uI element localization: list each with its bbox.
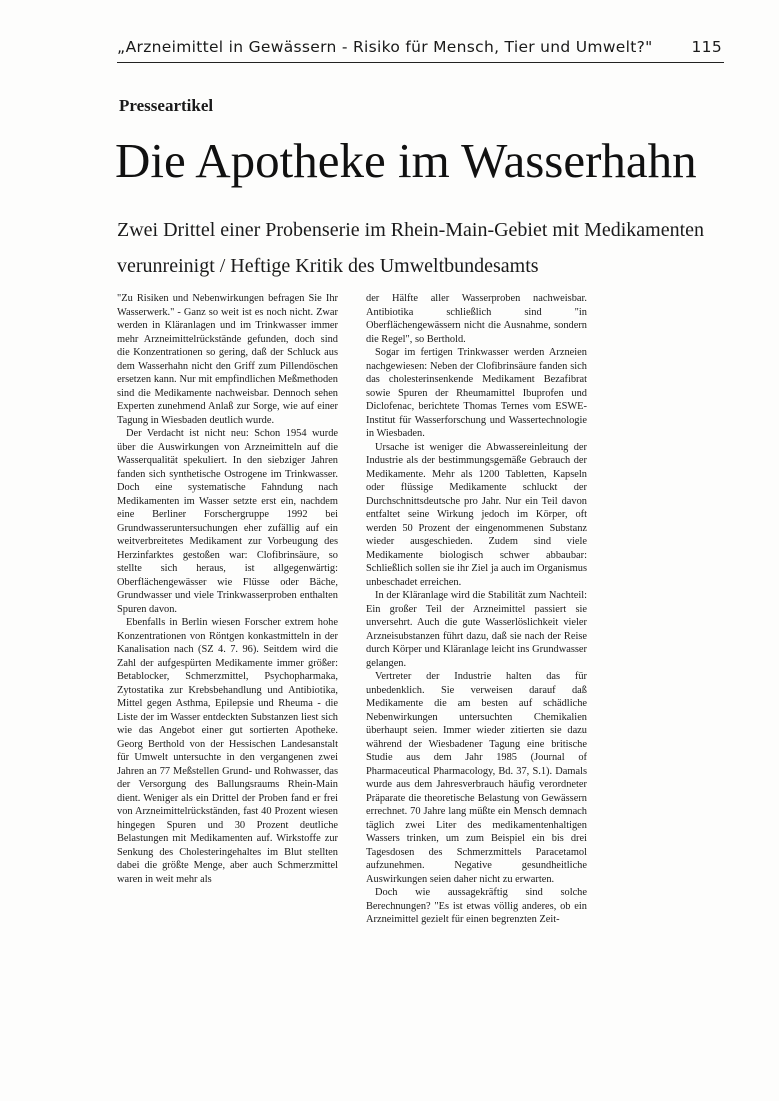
running-title: „Arzneimittel in Gewässern - Risiko für Mensch, Tier und Umwelt?" bbox=[117, 38, 653, 56]
article-column-right bbox=[366, 292, 587, 927]
section-label: Presseartikel bbox=[119, 96, 214, 115]
paragraph: In der Kläranlage wird die Stabilität zum Nachteil: Ein großer Teil der Arzneimittel passiert sie unversehrt. Auch die gute Wasserlöslichkeit vieler Arzneisubstanzen führt dazu, daß sie nach der Reise durch Körper und Kläranlage leicht ins Grundwasser gelangen. bbox=[366, 590, 587, 669]
paragraph: Der Verdacht ist nicht neu: Schon 1954 wurde über die Auswirkungen von Arzneimitteln auf die Wasserqualität spekuliert. In den siebziger Jahren fanden sich synthetische Ostrogene im Trinkwasser. Doch eine systematische Fahndung nach Medikamenten im Wasser setzte erst ein, nachdem eine Berliner Forschergruppe 1992 bei Grundwasseruntersuchungen eher zufällig auf ein weitverbreitetes Medikament zur Vorbeugung des Herzinfarktes gestoßen war: Clofibrinsäure, so stellte sich heraus, ist allgegenwärtig: Oberflächengewässer wie Flüsse oder Bäche, Grundwasser und viele Trinkwasserproben enthalten Spuren davon. bbox=[117, 428, 338, 615]
page-number: 115 bbox=[691, 38, 722, 56]
paragraph: "Zu Risiken und Nebenwirkungen befragen Sie Ihr Wasserwerk." - Ganz so weit ist es noch nicht. Zwar werden in Kläranlagen und im Trinkwasser immer mehr Arzneimittelrückstände gefunden, doch sind die Konzentrationen so gering, daß der Schluck aus dem Wasserhahn nicht den Griff zum Pillendöschen ersetzen kann. Nur mit empfindlichen Meßmethoden sind die Medikamente nachweisbar. Dennoch sehen Experten zunehmend Anlaß zur Sorge, wie auf einer Tagung in Wiesbaden deutlich wurde. bbox=[117, 293, 338, 426]
paragraph: Vertreter der Industrie halten das für unbedenklich. Sie verweisen darauf daß Medikamente die am besten auf schädliche Nebenwirkungen untersuchten Chemikalien überhaupt seien. Immer wieder zitierten sie dazu während der Wiesbadener Tagung eine britische Studie aus dem Jahr 1985 (Journal of Pharmaceutical Pharmacology, Bd. 37, S.1). Damals wurde aus dem Jahresverbrauch häufig verordneter Präparate die theoretische Belastung von Gewässern errechnet. 70 Jahre lang müßte ein Mensch demnach täglich zwei Liter des medikamentenhaltigen Wassers trinken, um zum Beispiel ein bis drei Tagesdosen des Schmerzmittels Paracetamol aufzunehmen. Negative gesundheitliche Auswirkungen seien daher nicht zu erwarten. bbox=[366, 671, 587, 885]
article-headline: Die Apotheke im Wasserhahn bbox=[115, 133, 697, 188]
paragraph: Ebenfalls in Berlin wiesen Forscher extrem hohe Konzentrationen von Röntgen konkastmitteln in der Kanalisation nach (SZ 4. 7. 96). Seitdem wird die Zahl der aufgespürten Medikamente immer größer: Betablocker, Schmerzmittel, Psychopharmaka, Zytostatika zur Krebsbehandlung und Antibiotika, Mittel gegen Asthma, Epilepsie und Rheuma - die Liste der im Wasser entdeckten Substanzen liest sich wie das Angebot einer gut sortierten Apotheke. Georg Berthold von der Hessischen Landesanstalt für Umwelt untersuchte in den vergangenen zwei Jahren an 77 Meßstellen Grund- und Rohwasser, das der Versorgung des Ballungsraums Rhein-Main dient. Weniger als ein Drittel der Proben fand er frei von Arzneimittelrückständen, fast 40 Prozent wiesen hingegen Spuren und 30 Prozent deutliche Belastungen mit Medikamenten auf. Wirkstoffe zur Senkung des Cholesteringehaltes im Blut stellten dabei die größte Menge, aber auch Schmerzmittel waren in weit mehr als bbox=[117, 617, 338, 885]
paragraph: Ursache ist weniger die Abwassereinleitung der Industrie als der bestimmungsgemäße Gebrauch der Medikamente. Mehr als 1200 Tabletten, Kapseln oder flüssige Medikamente schluckt der Durchschnittsdeutsche pro Jahr. Nur ein Teil davon entfaltet seine Wirkung jedoch im Körper, oft werden 50 Prozent der eingenommenen Substanz wieder ausgeschieden. Zudem sind viele Medikamente biologisch schwer abbaubar: Schließlich sollen sie ihr Ziel ja auch im Organismus unbeschadet erreichen. bbox=[366, 441, 587, 588]
paragraph: Doch wie aussagekräftig sind solche Berechnungen? "Es ist etwas völlig anderes, ob ein Arzneimittel gezielt für einen begrenzten Zeit- bbox=[366, 887, 587, 925]
subheadline-line-1: Zwei Drittel einer Probenserie im Rhein-Main-Gebiet mit Medikamenten bbox=[117, 219, 705, 241]
paragraph: Sogar im fertigen Trinkwasser werden Arzneien nachgewiesen: Neben der Clofibrinsäure fanden sich das cholesterinsenkende Medikament Bezafibrat sowie Spuren der Rheumamittel Ibuprofen und Diclofenac, berichtete Thomas Ternes vom ESWE-Institut für Wasserforschung und Wassertechnologie in Wiesbaden. bbox=[366, 347, 587, 439]
article-column-left bbox=[117, 292, 338, 886]
subheadline-line-2: verunreinigt / Heftige Kritik des Umweltbundesamts bbox=[117, 255, 539, 277]
running-header bbox=[117, 36, 724, 63]
paragraph: der Hälfte aller Wasserproben nachweisbar. Antibiotika schließlich sind "in Oberflächengewässern nicht die Ausnahme, sondern die Regel", so Berthold. bbox=[366, 293, 587, 345]
article-subheadline bbox=[117, 212, 727, 284]
